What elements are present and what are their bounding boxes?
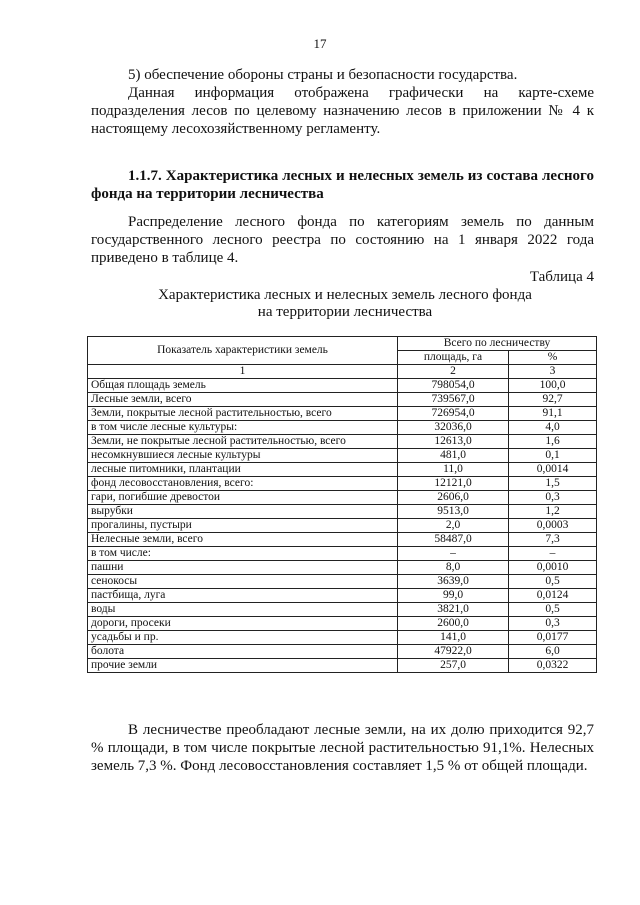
row-area-cell: 141,0 (398, 631, 509, 645)
row-percent-cell: 0,0322 (509, 659, 597, 673)
row-percent-cell: 0,0003 (509, 519, 597, 533)
row-percent-cell: 0,3 (509, 617, 597, 631)
table-row (88, 575, 597, 589)
row-percent-cell: 91,1 (509, 407, 597, 421)
table-row (88, 421, 597, 435)
row-percent-cell: – (509, 547, 597, 561)
table-row (88, 617, 597, 631)
row-area-cell: 58487,0 (398, 533, 509, 547)
row-area-cell: 8,0 (398, 561, 509, 575)
row-indicator-cell: в том числе лесные культуры: (88, 421, 398, 435)
row-indicator-cell: пастбища, луга (88, 589, 398, 603)
column-number-2: 2 (398, 365, 509, 379)
row-indicator-cell: Лесные земли, всего (88, 393, 398, 407)
row-indicator-cell: болота (88, 645, 398, 659)
table-label: Таблица 4 (529, 269, 594, 285)
row-indicator-cell: сенокосы (88, 575, 398, 589)
table-row (88, 659, 597, 673)
row-percent-cell: 0,5 (509, 603, 597, 617)
table-title-line-1: Характеристика лесных и нелесных земель лесного фонда (158, 287, 532, 303)
column-number-3: 3 (509, 365, 597, 379)
intro-paragraph: Данная информация отображена графически на карте-схеме подразделения лесов по целевому назначению лесов в приложении № 4 к настоящему лесохозяйственному регламенту. (91, 85, 594, 137)
row-area-cell: 257,0 (398, 659, 509, 673)
row-area-cell: 798054,0 (398, 379, 509, 393)
page-number: 17 (313, 36, 327, 51)
table-row (88, 477, 597, 491)
table-row (88, 645, 597, 659)
table-row (88, 533, 597, 547)
header-indicator: Показатель характеристики земель (88, 337, 398, 365)
row-area-cell: 9513,0 (398, 505, 509, 519)
table-row (88, 589, 597, 603)
row-area-cell: 12121,0 (398, 477, 509, 491)
row-indicator-cell: Земли, покрытые лесной растительностью, всего (88, 407, 398, 421)
row-percent-cell: 0,0177 (509, 631, 597, 645)
section-paragraph: Распределение лесного фонда по категориям земель по данным государственного лесного реестра по состоянию на 1 января 2022 года приведено в таблице 4. (91, 214, 594, 266)
row-indicator-cell: несомкнувшиеся лесные культуры (88, 449, 398, 463)
row-percent-cell: 0,5 (509, 575, 597, 589)
column-number-1: 1 (88, 365, 398, 379)
row-indicator-cell: прочие земли (88, 659, 398, 673)
row-percent-cell: 0,0010 (509, 561, 597, 575)
header-group: Всего по лесничеству (398, 337, 597, 351)
table-row (88, 393, 597, 407)
table-row (88, 449, 597, 463)
header-percent: % (509, 351, 597, 365)
table-row (88, 463, 597, 477)
table-row (88, 603, 597, 617)
row-area-cell: 726954,0 (398, 407, 509, 421)
row-area-cell: 2606,0 (398, 491, 509, 505)
row-percent-cell: 7,3 (509, 533, 597, 547)
header-area: площадь, га (398, 351, 509, 365)
row-area-cell: 3821,0 (398, 603, 509, 617)
row-indicator-cell: вырубки (88, 505, 398, 519)
row-percent-cell: 6,0 (509, 645, 597, 659)
row-percent-cell: 1,5 (509, 477, 597, 491)
row-indicator-cell: лесные питомники, плантации (88, 463, 398, 477)
row-area-cell: 11,0 (398, 463, 509, 477)
table-row (88, 379, 597, 393)
table-row (88, 435, 597, 449)
row-area-cell: 481,0 (398, 449, 509, 463)
row-percent-cell: 100,0 (509, 379, 597, 393)
row-indicator-cell: Нелесные земли, всего (88, 533, 398, 547)
table-row (88, 631, 597, 645)
row-indicator-cell: воды (88, 603, 398, 617)
section-heading: 1.1.7. Характеристика лесных и нелесных земель из состава лесного фонда на территории лесничества (91, 168, 594, 202)
row-area-cell: 12613,0 (398, 435, 509, 449)
row-area-cell: 3639,0 (398, 575, 509, 589)
row-indicator-cell: фонд лесовосстановления, всего: (88, 477, 398, 491)
table-body (88, 379, 597, 673)
row-percent-cell: 0,0014 (509, 463, 597, 477)
row-indicator-cell: прогалины, пустыри (88, 519, 398, 533)
row-area-cell: 2600,0 (398, 617, 509, 631)
row-indicator-cell: в том числе: (88, 547, 398, 561)
land-characteristics-table (87, 336, 597, 673)
row-indicator-cell: пашни (88, 561, 398, 575)
row-area-cell: 99,0 (398, 589, 509, 603)
table-row (88, 407, 597, 421)
row-indicator-cell: гари, погибшие древостои (88, 491, 398, 505)
row-percent-cell: 0,0124 (509, 589, 597, 603)
row-area-cell: 739567,0 (398, 393, 509, 407)
row-percent-cell: 1,6 (509, 435, 597, 449)
row-area-cell: – (398, 547, 509, 561)
row-area-cell: 47922,0 (398, 645, 509, 659)
row-percent-cell: 0,1 (509, 449, 597, 463)
table-row (88, 505, 597, 519)
intro-list-item: 5) обеспечение обороны страны и безопасности государства. (128, 67, 518, 83)
row-indicator-cell: Общая площадь земель (88, 379, 398, 393)
row-indicator-cell: дороги, просеки (88, 617, 398, 631)
table-row (88, 547, 597, 561)
row-percent-cell: 1,2 (509, 505, 597, 519)
row-indicator-cell: Земли, не покрытые лесной растительностью, всего (88, 435, 398, 449)
table-row (88, 561, 597, 575)
table-title (80, 287, 610, 321)
row-percent-cell: 92,7 (509, 393, 597, 407)
table-title-line-2: на территории лесничества (257, 304, 433, 320)
row-indicator-cell: усадьбы и пр. (88, 631, 398, 645)
row-area-cell: 32036,0 (398, 421, 509, 435)
row-area-cell: 2,0 (398, 519, 509, 533)
row-percent-cell: 4,0 (509, 421, 597, 435)
table-row (88, 491, 597, 505)
conclusion-paragraph: В лесничестве преобладают лесные земли, на их долю приходится 92,7 % площади, в том числе покрытые лесной растительностью 91,1%. Нелесных земель 7,3 %. Фонд лесовосстановления составляет 1,5 % от общей площади. (91, 722, 594, 774)
row-percent-cell: 0,3 (509, 491, 597, 505)
table-row (88, 519, 597, 533)
